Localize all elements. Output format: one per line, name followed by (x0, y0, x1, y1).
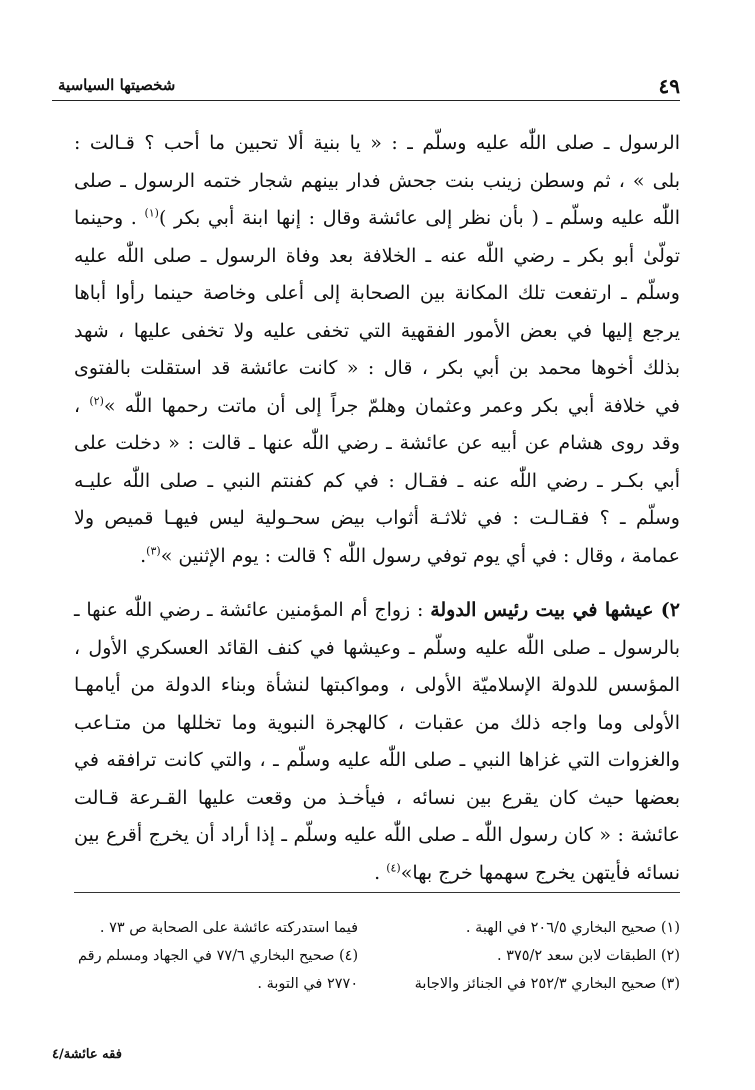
text-line (74, 592, 680, 630)
page-header (58, 74, 680, 100)
text-line: الرسول ـ صلى اللّٰه عليه وسلّم ـ : « يا بنية ألا تحبين ما أحب ؟ قـالت : (74, 132, 680, 154)
footnote-ref: (٢) (89, 394, 104, 408)
header-rule (52, 100, 680, 101)
text-run: في خلافة أبي بكر وعمر وعثمان وهلمّ جراً إلى أن ماتت رحمها اللّٰه » (103, 394, 680, 417)
footnotes-left-column (78, 914, 358, 998)
text-line: تولّىٰ أبو بكر ـ رضي اللّٰه عنه ـ الخلافة بعد وفاة الرسول ـ صلى اللّٰه عليه (74, 244, 680, 267)
text-line: وسلّم ـ ؟ فقـالـت : في ثلاثـة أثواب بيض سحـولية ليس فيهـا قميص ولا (74, 507, 680, 529)
text-line: بلى » ، ثم وسطن زينب بنت جحش فدار بينهم شجار ختمه الرسول ـ صلى (74, 169, 680, 192)
text-line: أبي بكـر ـ رضي اللّٰه عنه ـ فقـال : في كم كفنتم النبي ـ صلى اللّٰه عليـه (74, 469, 680, 492)
text-line: بالرسول ـ صلى اللّٰه عليه وسلّم ـ وعيشها في كنف القائد العسكري الأول ، (74, 636, 680, 659)
paragraph-2 (74, 592, 680, 892)
text-run: ، (74, 394, 81, 417)
text-line: والغزوات التي غزاها النبي ـ صلى اللّٰه عليه وسلّم ـ ، والتي كانت ترافقه في (74, 749, 680, 771)
text-line (74, 388, 680, 426)
text-line: الأولى وما واجه ذلك من عقبات ، كالهجرة النبوية وما تخللها من متـاعب (74, 711, 680, 734)
text-run: نسائه فأيتهن يخرج سهمها خرج بها» (400, 861, 680, 884)
text-line (74, 538, 680, 576)
text-run: . (374, 861, 381, 884)
text-line: وقد روى هشام عن أبيه عن عائشة ـ رضي اللّٰه عنها ـ قالت : « دخلت على (74, 432, 680, 454)
main-text (74, 125, 680, 892)
footnote-ref: (٣) (146, 544, 161, 558)
footnote-ref: (١) (144, 206, 159, 220)
footnote-ref: (٤) (386, 861, 401, 875)
text-line: وسلّم ـ ارتفعت تلك المكانة بين الصحابة إلى أعلى وخاصة حينما رأوا أباها (74, 282, 680, 304)
signature-mark: فقه عائشة/٤ (52, 1047, 122, 1062)
text-run: وحينما (74, 207, 124, 229)
running-title: شخصيتها السياسية (58, 76, 176, 94)
text-run: : زواج أم المؤمنين عائشة ـ رضي اللّٰه عنها ـ (74, 599, 431, 621)
footnote: (٢) الطبقات لابن سعد ٣٧٥/٢ . (496, 948, 680, 964)
footnotes-right-column (415, 914, 680, 998)
text-line: المؤسس للدولة الإسلاميّة الأولى ، ومواكبتها لنشأة وبناء الدولة من أيامهـا (74, 674, 680, 696)
footnote: ٢٧٧٠ في التوبة . (257, 976, 359, 992)
paragraph-1 (74, 125, 680, 575)
text-run: عمامة ، وقال : في أي يوم توفي رسول اللّٰه ؟ قالت : يوم الإثنين » (160, 544, 680, 567)
text-line: عائشة : « كان رسول اللّٰه ـ صلى اللّٰه عليه وسلّم ـ إذا أراد أن يخرج أقرع بين (74, 824, 680, 846)
footnote: (٤) صحيح البخاري ٧٧/٦ في الجهاد ومسلم رقم (78, 948, 359, 964)
text-line (74, 855, 680, 893)
footnote: (٣) صحيح البخاري ٢٥٢/٣ في الجنائز والاجابة (414, 976, 680, 992)
text-line: يرجع إليها في بعض الأمور الفقهية التي تخفى عليه ولا تخفى عليها ، شهد (74, 319, 680, 342)
footnote: (١) صحيح البخاري ٢٠٦/٥ في الهبة . (465, 920, 680, 936)
text-line: اللّٰه عليه وسلّم ـ ( بأن نظر إلى عائشة وقال : إنها ابنة أبي بكر )$^{(١)}$ . وحينما (74, 206, 680, 229)
section-heading: ٢) عيشها في بيت رئيس الدولة (430, 599, 681, 621)
footnote-rule (74, 892, 680, 893)
text-line: بعضها حيث كان يقرع بين نسائه ، فيأخـذ من وقعت عليها القـرعة قـالت (74, 786, 680, 809)
footnote: فيما استدركته عائشة على الصحابة ص ٧٣ . (99, 920, 359, 936)
text-run: . (140, 544, 147, 567)
text-run: اللّٰه عليه وسلّم ـ ( بأن نظر إلى عائشة وقال : إنها ابنة أبي بكر ) (158, 207, 680, 229)
page-number: ٤٩ (658, 74, 680, 98)
text-line: بذلك أخوها محمد بن أبي بكر ، قال : « كانت عائشة قد استقلت بالفتوى (74, 357, 680, 379)
